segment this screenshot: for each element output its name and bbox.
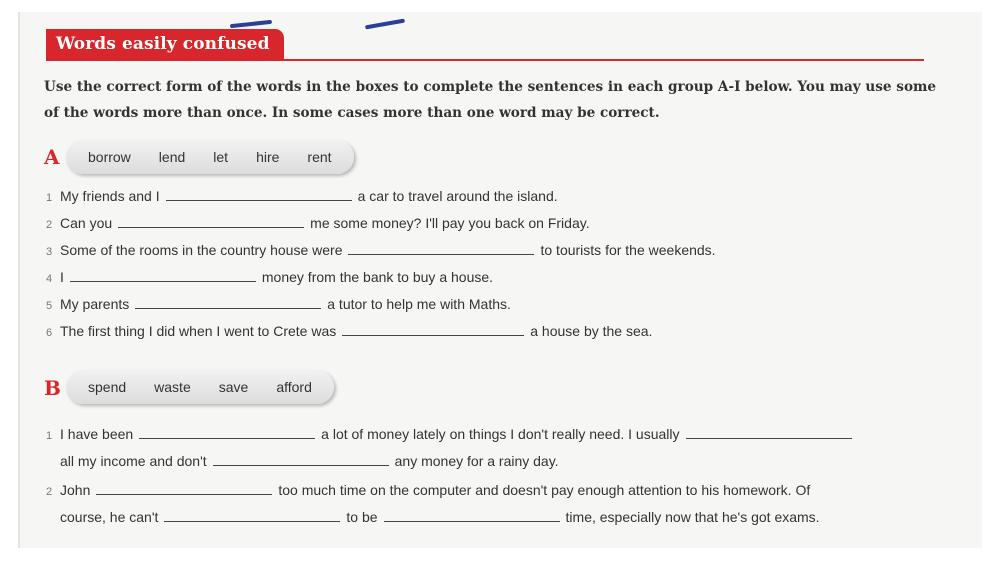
- word-waste: waste: [154, 379, 191, 395]
- word-hire: hire: [256, 149, 280, 165]
- sentence-a6: 6 The first thing I did when I went to Crete was a house by the sea.: [46, 323, 653, 339]
- word-save: save: [218, 379, 249, 395]
- word-borrow: borrow: [88, 149, 131, 165]
- answer-blank[interactable]: [118, 215, 304, 228]
- section-a-letter: A: [44, 145, 60, 169]
- answer-blank[interactable]: [348, 242, 534, 255]
- answer-blank[interactable]: [166, 188, 352, 201]
- section-b-letter: B: [44, 376, 61, 400]
- sentence-b1-line1: 1 I have been a lot of money lately on things I don't really need. I usually: [46, 426, 858, 442]
- word-afford: afford: [276, 379, 312, 395]
- sentence-a3: 3 Some of the rooms in the country house were to tourists for the weekends.: [46, 242, 716, 258]
- sentence-a1: 1 My friends and I a car to travel around the island.: [46, 188, 558, 204]
- section-title: Words easily confused: [46, 29, 284, 60]
- sentence-a2: 2 Can you me some money? I'll pay you back on Friday.: [46, 215, 590, 231]
- sentence-a4: 4 I money from the bank to buy a house.: [46, 269, 494, 285]
- answer-blank[interactable]: [213, 453, 389, 466]
- blue-pen-mark: [230, 20, 272, 28]
- word-rent: rent: [307, 149, 332, 165]
- answer-blank[interactable]: [686, 426, 852, 439]
- sentence-b1-line2: all my income and don't any money for a rainy day.: [60, 453, 559, 469]
- answer-blank[interactable]: [96, 482, 272, 495]
- section-a-word-box: [66, 140, 354, 174]
- answer-blank[interactable]: [342, 323, 524, 336]
- word-lend: lend: [158, 149, 186, 165]
- sentence-b2-line1: 2 John too much time on the computer and doesn't pay enough attention to his homework. Of: [46, 482, 811, 498]
- sentence-b2-line2: course, he can't to be time, especially now that he's got exams.: [60, 509, 820, 525]
- answer-blank[interactable]: [139, 426, 315, 439]
- word-spend: spend: [88, 379, 127, 395]
- answer-blank[interactable]: [384, 509, 560, 522]
- instructions-text: Use the correct form of the words in the boxes to complete the sentences in each group A-I below. You may use some of the words more than once. In some cases more than one word may be correct.: [44, 79, 937, 121]
- answer-blank[interactable]: [70, 269, 256, 282]
- answer-blank[interactable]: [135, 296, 321, 309]
- title-rule: [46, 59, 924, 61]
- section-b-word-box: [66, 370, 334, 404]
- answer-blank[interactable]: [164, 509, 340, 522]
- blue-pen-mark: [365, 19, 405, 30]
- word-let: let: [213, 149, 229, 165]
- sentence-a5: 5 My parents a tutor to help me with Maths.: [46, 296, 511, 312]
